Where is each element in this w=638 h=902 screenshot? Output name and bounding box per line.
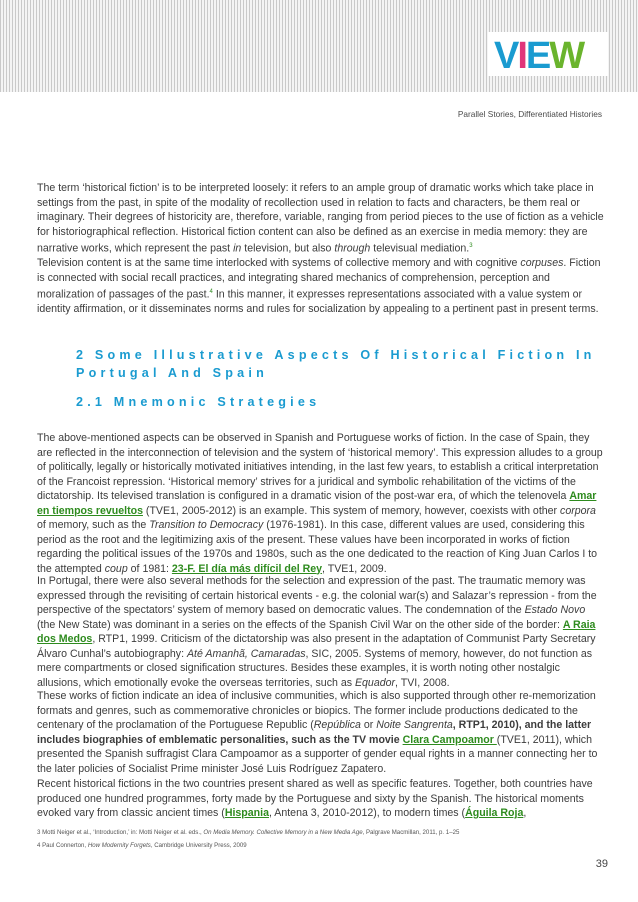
paragraph-2: Television content is at the same time interlocked with systems of collective memory and with cognitive corpuses. Fiction is connected with social recall practices, and integrating shared mechanics of comprehension, perception and moralization of passages of the past.$^4$ In this manner, it expresses representations associated with a value system or identity affirmation, or it disseminates norms and rules for socialization by appealing to a pertinent past in present terms. bbox=[37, 257, 601, 316]
link-23-f[interactable]: 23-F. El día más difícil del Rey bbox=[171, 562, 323, 575]
link-amar-en-tiempos-revueltos[interactable]: Amar en tiempos revueltos bbox=[37, 490, 597, 517]
footnote-3: 3 Motti Neiger et al., ‘Introduction,’ in: Motti Neiger et al. eds., On Media Memory. Collective Memory in a New Media Age, Palgrave Macmillan, 2011, p. 1–25 bbox=[37, 829, 460, 836]
link-hispania[interactable]: Hispania bbox=[224, 807, 269, 819]
link-clara-campoamor[interactable]: Clara Campoamor bbox=[402, 733, 497, 746]
view-logo-mark bbox=[492, 34, 604, 74]
section-heading-2: 2 Some Illustrative Aspects Of Historical Fiction In Portugal And Spain bbox=[76, 348, 596, 380]
footnote-ref-4[interactable]: 4 bbox=[209, 289, 213, 295]
svg-text:VIEW: VIEW bbox=[494, 35, 584, 74]
link-aguila-roja[interactable]: Águila Roja bbox=[465, 807, 524, 819]
page-number: 39 bbox=[595, 858, 608, 870]
section-heading-2-1: 2.1 Mnemonic Strategies bbox=[76, 395, 321, 409]
view-logo bbox=[488, 32, 608, 76]
paragraph-3: The above-mentioned aspects can be observed in Spanish and Portuguese works of fiction. In the case of Spain, they are reflected in the interconnection of television and the system of ‘historical memory’. This expression alludes to a group of politically, legally or historically motivated initiatives intending, in the last few years, to establish a critical interpretation of the Francoist repression. ‘Historical memory’ strives for a juridical and symbolic rehabilitation of the victims of the dictatorship. Its televised translation is configured in a dramatic vision of the post-war era, of which the telenovela Amar en tiempos revueltos (TVE1, 2005-2012) is an example. This system of memory, however, coexists with other corpora of memory, such as the Transition to Democracy (1976-1981). In this case, different values are used, considering this period as the root and the legitimizing axis of the present. These values have been incorporated in works of fiction regarding the political issues of the 1970s and 1980s, such as the one dedicated to the reaction of King Juan Carlos I to the attempted coup of 1981: 23-F. El día más difícil del Rey, TVE1, 2009. bbox=[37, 432, 603, 575]
footnote-ref-3[interactable]: 3 bbox=[469, 243, 473, 249]
paragraph-5: These works of fiction indicate an idea of inclusive communities, which is also supported through other re-memorization formats and genres, such as commemorative chronicles or biopics. The former include productions dedicated to the centenary of the proclamation of the Portuguese Republic (República or Noite Sangrenta, RTP1, 2010), and the latter includes biographies of emblematic personalities, such as the TV movie Clara Campoamor (TVE1, 2011), which presented the Spanish suffragist Clara Campoamor as a supporter of gender equal rights in a manner connecting her to the later policies of Socialist Prime minister José Luis Rodríguez Zapatero. bbox=[37, 690, 598, 775]
header-subtitle: Parallel Stories, Differentiated Histories bbox=[457, 109, 602, 119]
paragraph-4: In Portugal, there were also several methods for the selection and expression of the past. The traumatic memory was expressed through the revisiting of certain historical events - e.g. the colonial war(s) and Salazar’s repression - from the perspective of the spectators’ system of memory based on democratic values. The condemnation of the Estado Novo (the New State) was dominant in a series on the effects of the Spanish Civil War on the other side of the border: A Raia dos Medos, RTP1, 1999. Criticism of the dictatorship was also present in the adaptation of Communist Party Secretary Álvaro Cunhal’s autobiography: Até Amanhã, Camaradas, SIC, 2005. Systems of memory, however, do not function as mere compartments or closed signification structures. Besides these examples, it is worth noting other nostalgic allusions, which emotionally evoke the overseas territories, such as Equador, TVI, 2008. bbox=[37, 575, 597, 689]
paragraph-1: The term ‘historical fiction’ is to be interpreted loosely: it refers to an ample group of dramatic works which take place in settings from the past, in spite of the modality of recollection used in relation to facts and characters, be them real or imaginary. Their degrees of historicity are, therefore, variable, ranging from period pieces to the use of fiction as a vehicle for historiographical reflection. Historical fiction content can also be defined as an exercise in media memory: they are narrative works, which represent the past in television, but also through televisual mediation.$^3$ bbox=[37, 182, 604, 255]
paragraph-6: Recent historical fictions in the two countries present shared as well as specific features. Together, both countries have produced one hundred programmes, forty made by the Portuguese and sixty by the Spanish. The historical moments evoked vary from classic ancient times (Hispania, Antena 3, 2010-2012), to modern times (Águila Roja, bbox=[37, 778, 593, 819]
link-a-raia-dos-medos[interactable]: A Raia dos Medos bbox=[37, 618, 596, 645]
footnote-4: 4 Paul Connerton, How Modernity Forgets, Cambridge University Press, 2009 bbox=[37, 842, 247, 849]
